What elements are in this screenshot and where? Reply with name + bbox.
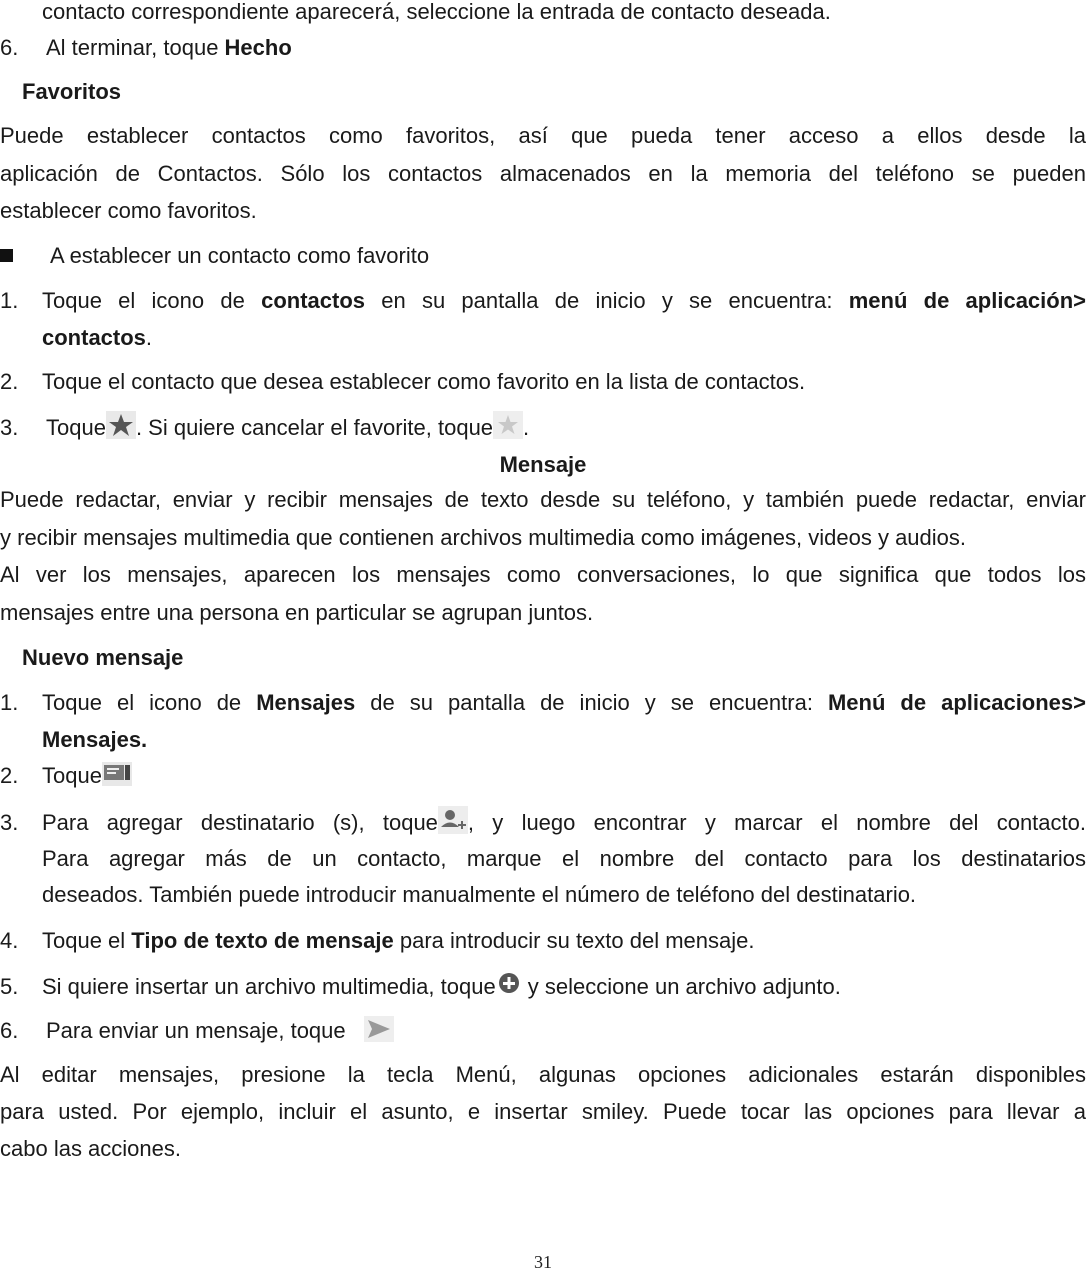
msg-step-4: 4. Toque el Tipo de texto de mensaje para introducir su texto del mensaje. [0,923,1086,959]
mensaje-para1-line-2: y recibir mensajes multimedia que contienen archivos multimedia como imágenes, videos y audios. [0,525,967,550]
step-number: 1. [0,288,19,313]
favoritos-heading: Favoritos [22,79,122,104]
mensaje-title: Mensaje [499,452,587,477]
msg-step-6: 6. Para enviar un mensaje, toque [0,1013,1086,1049]
page-number: 31 [534,1252,552,1272]
favoritos-para-line-3: establecer como favoritos. [0,198,257,223]
step-number: 2. [0,369,19,394]
attach-plus-icon [496,972,522,1009]
top-line: contacto correspondiente aparecerá, seleccione la entrada de contacto deseada. [42,0,831,24]
step-number: 6. [0,1018,19,1043]
bullet-text: A establecer un contacto como favorito [50,243,430,268]
fav-step-1: 1. Toque el icono de contactos en su pantalla de inicio y se encuentra: menú de aplicación> [0,283,1086,319]
step-number: 1. [0,690,19,715]
step-bold: Hecho [224,35,292,60]
step-number: 6. [0,35,19,60]
bullet-item [0,238,1086,274]
closing-line-3: cabo las acciones. [0,1136,181,1161]
nuevo-mensaje-heading: Nuevo mensaje [22,645,184,670]
msg-step-5: 5. Si quiere insertar un archivo multimedia, toque y seleccione un archivo adjunto. [0,969,1086,1005]
favoritos-para-line-2: aplicación de Contactos. Sólo los contactos almacenados en la memoria del teléfono se pueden [0,161,1086,186]
favoritos-para-line-1: Puede establecer contactos como favoritos, así que pueda tener acceso a ellos desde la [0,123,1086,148]
mensaje-para2-line-2: mensajes entre una persona en particular se agrupan juntos. [0,600,594,625]
star-icon [106,411,136,450]
compose-icon [102,761,132,798]
fav-step-3: 3. Toque . Si quiere cancelar el favorite, toque . [0,410,1086,446]
msg-step-2: 2. Toque [0,758,1086,794]
msg-step-1-cont: Mensajes. [42,727,148,752]
star-outline-icon [493,411,523,450]
mensaje-para2-line-1: Al ver los mensajes, aparecen los mensajes como conversaciones, lo que significa que todos los [0,562,1086,587]
step-text: Al terminar, toque [46,35,225,60]
fav-step-2: 2. Toque el contacto que desea establecer como favorito en la lista de contactos. [0,364,1086,400]
msg-step-3-line-3: deseados. También puede introducir manualmente el número de teléfono del destinatario. [42,882,917,907]
step-number: 2. [0,763,19,788]
closing-line-2: para usted. Por ejemplo, incluir el asunto, e insertar smiley. Puede tocar las opciones para llevar a [0,1099,1086,1124]
step-6-top [0,30,1086,66]
msg-step-3-line-2: Para agregar más de un contacto, marque el nombre del contacto para los destinatarios [42,846,1086,871]
send-icon [364,1016,394,1053]
closing-line-1: Al editar mensajes, presione la tecla Menú, algunas opciones adicionales estarán disponibles [0,1062,1086,1087]
mensaje-para1-line-1: Puede redactar, enviar y recibir mensajes de texto desde su teléfono, y también puede redactar, enviar [0,487,1086,512]
step-number: 5. [0,974,19,999]
bullet-square-icon [0,249,13,262]
step-number: 3. [0,810,19,835]
fav-step-1-cont: contactos. [42,325,153,350]
step-number: 3. [0,415,19,440]
step-number: 4. [0,928,19,953]
msg-step-1: 1. Toque el icono de Mensajes de su pantalla de inicio y se encuentra: Menú de aplicaciones> [0,685,1086,721]
add-contact-icon [438,806,468,845]
msg-step-3: 3. Para agregar destinatario (s), toque , y luego encontrar y marcar el nombre del contacto. [0,805,1086,841]
